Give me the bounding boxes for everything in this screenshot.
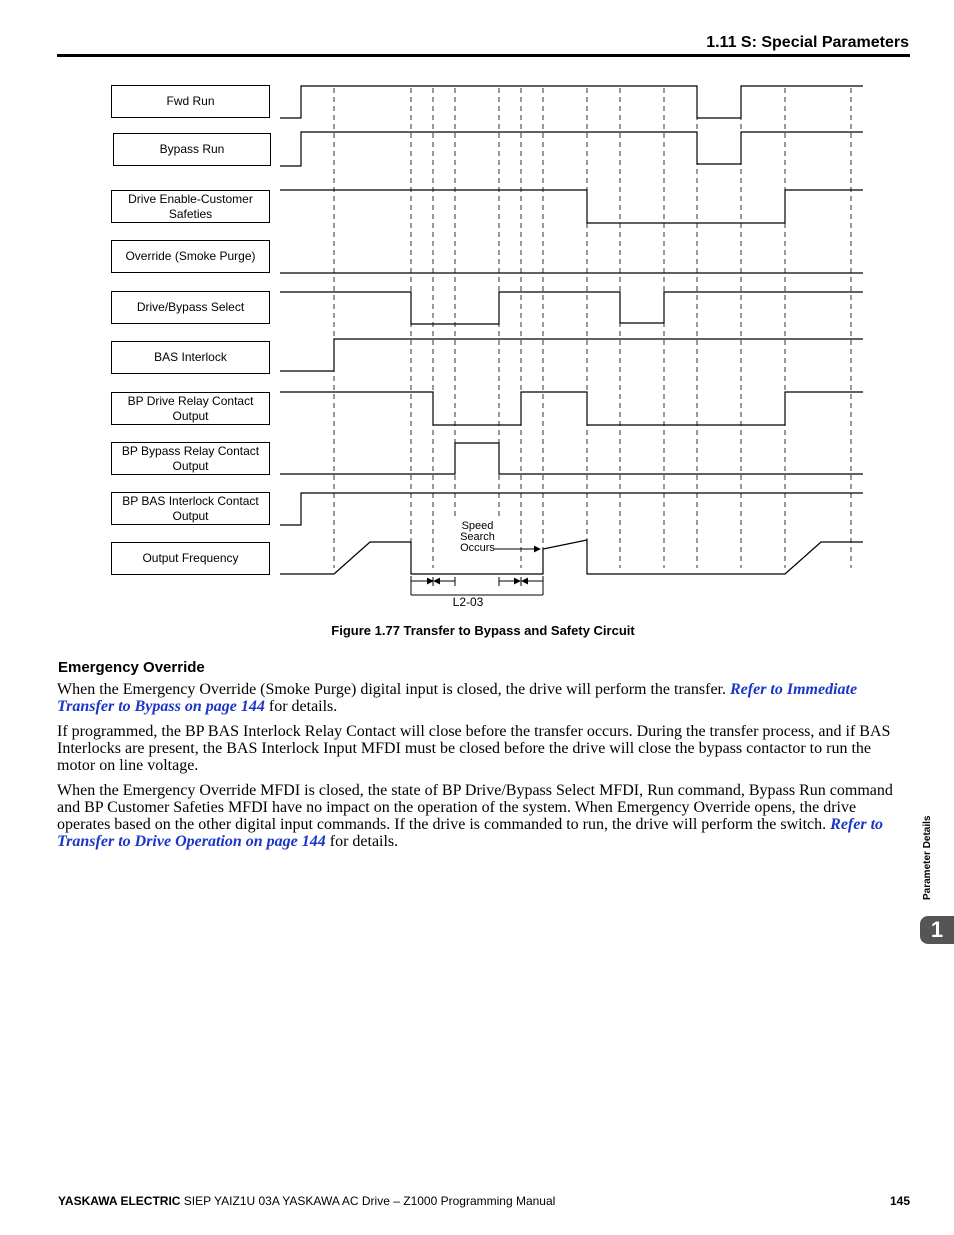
time-markers (334, 88, 851, 568)
signal-label-drive-enable: Drive Enable-Customer Safeties (111, 190, 270, 223)
paragraph-2: If programmed, the BP BAS Interlock Relay Contact will close before the transfer occurs. During the transfer process, and if BAS Interlocks are present, the BAS Interlock Input MFDI must be closed before the drive will close the bypass contactor to run the motor on line voltage. (57, 723, 891, 774)
section-title: 1.11 S: Special Parameters (706, 34, 909, 51)
signal-label-bp-drive-relay: BP Drive Relay Contact Output (111, 392, 270, 425)
signal-label-drive-bypass-select: Drive/Bypass Select (111, 291, 270, 324)
footer-brand: YASKAWA ELECTRIC (58, 1194, 181, 1208)
waveform-bp-bas-interlock (280, 493, 863, 525)
signal-label-bp-bypass-relay: BP Bypass Relay Contact Output (111, 442, 270, 475)
xref-immediate-transfer-link[interactable]: Refer to Immediate Transfer to Bypass on page 144 (57, 681, 858, 715)
waveform-output-frequency (280, 540, 863, 574)
signal-label-override: Override (Smoke Purge) (111, 240, 270, 273)
signal-label-bp-bas-interlock: BP BAS Interlock Contact Output (111, 492, 270, 525)
xref-drive-operation-link[interactable]: Refer to Transfer to Drive Operation on page 144 (57, 816, 884, 850)
l2-03-interval (411, 576, 543, 595)
signal-label-fwd-run: Fwd Run (111, 85, 270, 118)
paragraph-3: When the Emergency Override MFDI is closed, the state of BP Drive/Bypass Select MFDI, Run command, Bypass Run command and BP Customer Safeties MFDI have no impact on the operation of the system. When Emergency Override opens, the drive operates based on the other digital input commands. If the drive is commanded to run, the drive will perform the switch. Refer to Transfer to Drive Operation on page 144 for details. (57, 782, 893, 850)
waveform-fwd-run (280, 86, 863, 118)
figure-caption: Figure 1.77 Transfer to Bypass and Safety Circuit (331, 623, 635, 638)
waveform-bp-drive-relay (280, 392, 863, 425)
section-heading: Emergency Override (58, 659, 205, 676)
waveform-bp-bypass-relay (280, 443, 863, 474)
paragraph-1: When the Emergency Override (Smoke Purge) digital input is closed, the drive will perform the transfer. Refer to Immediate Transfer to Bypass on page 144 for details. (57, 681, 858, 715)
speed-search-label: Speed Search Occurs (460, 520, 495, 554)
footer-page-number: 145 (889, 1194, 910, 1208)
waveform-bypass-run (280, 132, 863, 166)
chapter-tab[interactable]: 1 (920, 916, 954, 944)
side-tab-label: Parameter Details (922, 815, 933, 900)
footer-doc-info: YASKAWA ELECTRIC SIEP YAIZ1U 03A YASKAWA AC Drive – Z1000 Programming Manual (58, 1194, 556, 1208)
signal-label-bas-interlock: BAS Interlock (111, 341, 270, 374)
waveform-drive-bypass-select (280, 292, 863, 324)
l2-03-label: L2-03 (452, 595, 484, 609)
waveform-drive-enable (280, 190, 863, 223)
waveform-bas-interlock (280, 339, 863, 371)
signal-label-output-frequency: Output Frequency (111, 542, 270, 575)
signal-label-bypass-run: Bypass Run (113, 133, 271, 166)
